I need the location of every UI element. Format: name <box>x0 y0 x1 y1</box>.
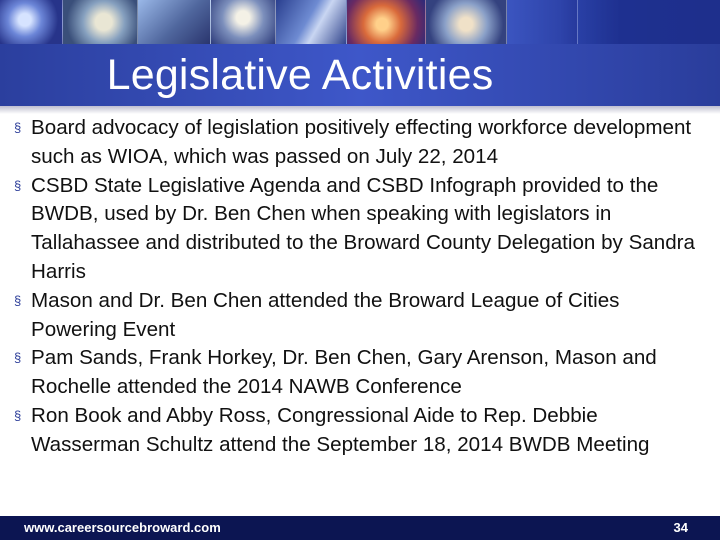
bullet-icon: § <box>14 120 22 135</box>
bullet-text: Ron Book and Abby Ross, Congressional Aide to Rep. Debbie Wasserman Schultz attend the September 18, 2014 BWDB Meeting <box>31 403 650 456</box>
bullet-icon: § <box>14 292 22 308</box>
bullet-item <box>14 172 704 287</box>
header-photo <box>426 0 507 44</box>
footer-url-link[interactable]: www.careersourcebroward.com <box>24 520 221 535</box>
bullet-text: Pam Sands, Frank Horkey, Dr. Ben Chen, Gary Arenson, Mason and Rochelle attended the 2014 NAWB Conference <box>31 346 657 399</box>
header-photo <box>507 0 578 44</box>
header-photo <box>276 0 347 44</box>
bullet-list <box>14 114 704 460</box>
bullet-icon: § <box>14 177 22 193</box>
bullet-text: Board advocacy of legislation positively effecting workforce development such as WIOA, which was passed on July 22, 2014 <box>31 116 692 168</box>
footer-bar <box>0 516 720 540</box>
bullet-icon: § <box>14 350 22 366</box>
bullet-item <box>14 402 704 460</box>
bullet-text: Mason and Dr. Ben Chen attended the Broward League of Cities Powering Event <box>31 288 620 341</box>
header-photo <box>138 0 211 44</box>
bullet-item <box>14 114 704 172</box>
slide-title: Legislative Activities <box>106 50 494 99</box>
header-photo <box>0 0 63 44</box>
header-photo <box>211 0 276 44</box>
bullet-item <box>14 344 704 402</box>
bullet-item <box>14 287 704 345</box>
header-photo-strip <box>0 0 720 44</box>
title-shadow <box>0 106 720 114</box>
header-photo <box>63 0 138 44</box>
bullet-text: CSBD State Legislative Agenda and CSBD Infograph provided to the BWDB, used by Dr. Ben Chen when speaking with legislators in Tallahassee and distributed to the Broward County Delegation by Sandra Harris <box>31 173 695 283</box>
header-photo <box>347 0 426 44</box>
page-number: 34 <box>673 520 688 535</box>
bullet-icon: § <box>14 407 22 423</box>
slide-body <box>14 114 704 460</box>
title-band <box>0 44 720 106</box>
